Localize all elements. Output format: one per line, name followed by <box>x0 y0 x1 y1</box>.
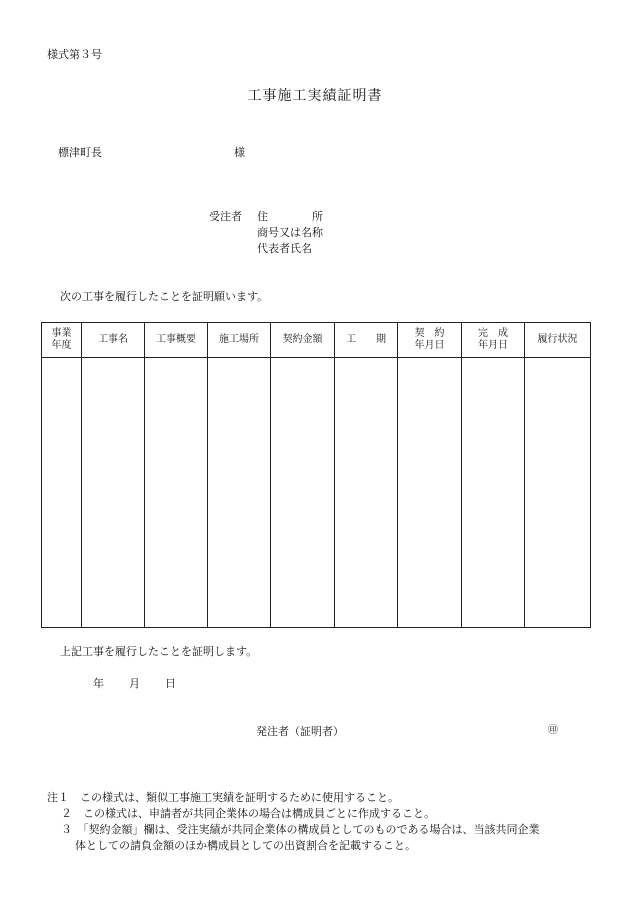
note-1: 注１ この様式は、類似工事施工実績を証明するために使用すること。 <box>47 791 399 804</box>
cell-contract-amount[interactable] <box>271 358 335 628</box>
cell-location[interactable] <box>208 358 271 628</box>
contractor-fields <box>257 211 323 259</box>
works-table <box>41 322 591 628</box>
company-name-label: 商号又は名称 <box>257 226 323 239</box>
header-project-summary: 工事概要 <box>145 323 208 358</box>
day-label: 日 <box>165 677 176 690</box>
header-project-name: 工事名 <box>82 323 145 358</box>
header-performance-status: 履行状況 <box>525 323 591 358</box>
cell-project-summary[interactable] <box>145 358 208 628</box>
header-location: 施工場所 <box>208 323 271 358</box>
certification-statement: 上記工事を履行したことを証明します。 <box>60 645 258 658</box>
cell-contract-date[interactable] <box>398 358 462 628</box>
table-entry-row[interactable] <box>42 358 591 628</box>
document-title: 工事施工実績証明書 <box>247 88 383 104</box>
form-number: 様式第３号 <box>47 48 102 61</box>
issuer-label: 発注者（証明者） <box>256 725 344 738</box>
addressee-name: 標津町長 <box>58 146 102 159</box>
header-completion-date: 完 成 年月日 <box>462 323 525 358</box>
cell-completion-date[interactable] <box>462 358 525 628</box>
cell-performance-status[interactable] <box>525 358 591 628</box>
representative-label: 代表者氏名 <box>257 242 312 255</box>
address-label: 住 所 <box>257 210 323 223</box>
date-line <box>93 678 176 689</box>
seal-mark: ㊞ <box>548 725 558 736</box>
addressee-honorific: 様 <box>234 146 245 159</box>
year-label: 年 <box>93 677 104 690</box>
table-header-row <box>42 323 591 358</box>
note-2: ２ この様式は、申請者が共同企業体の場合は構成員ごとに作成すること。 <box>61 807 435 820</box>
request-statement: 次の工事を履行したことを証明願います。 <box>60 290 269 303</box>
cell-fiscal-year[interactable] <box>42 358 82 628</box>
header-contract-amount: 契約金額 <box>271 323 335 358</box>
header-fiscal-year: 事業 年度 <box>42 323 82 358</box>
contractor-label: 受注者 <box>209 210 242 223</box>
header-contract-date: 契 約 年月日 <box>398 323 462 358</box>
note-3: ３ 「契約金額」欄は、受注実績が共同企業体の構成員としてのものである場合は、当該共同企業 <box>61 823 540 836</box>
month-label: 月 <box>129 677 140 690</box>
cell-project-name[interactable] <box>82 358 145 628</box>
note-3-continued: 体としての請負金額のほか構成員としての出資割合を記載すること。 <box>75 839 416 852</box>
header-period: 工 期 <box>335 323 398 358</box>
cell-period[interactable] <box>335 358 398 628</box>
